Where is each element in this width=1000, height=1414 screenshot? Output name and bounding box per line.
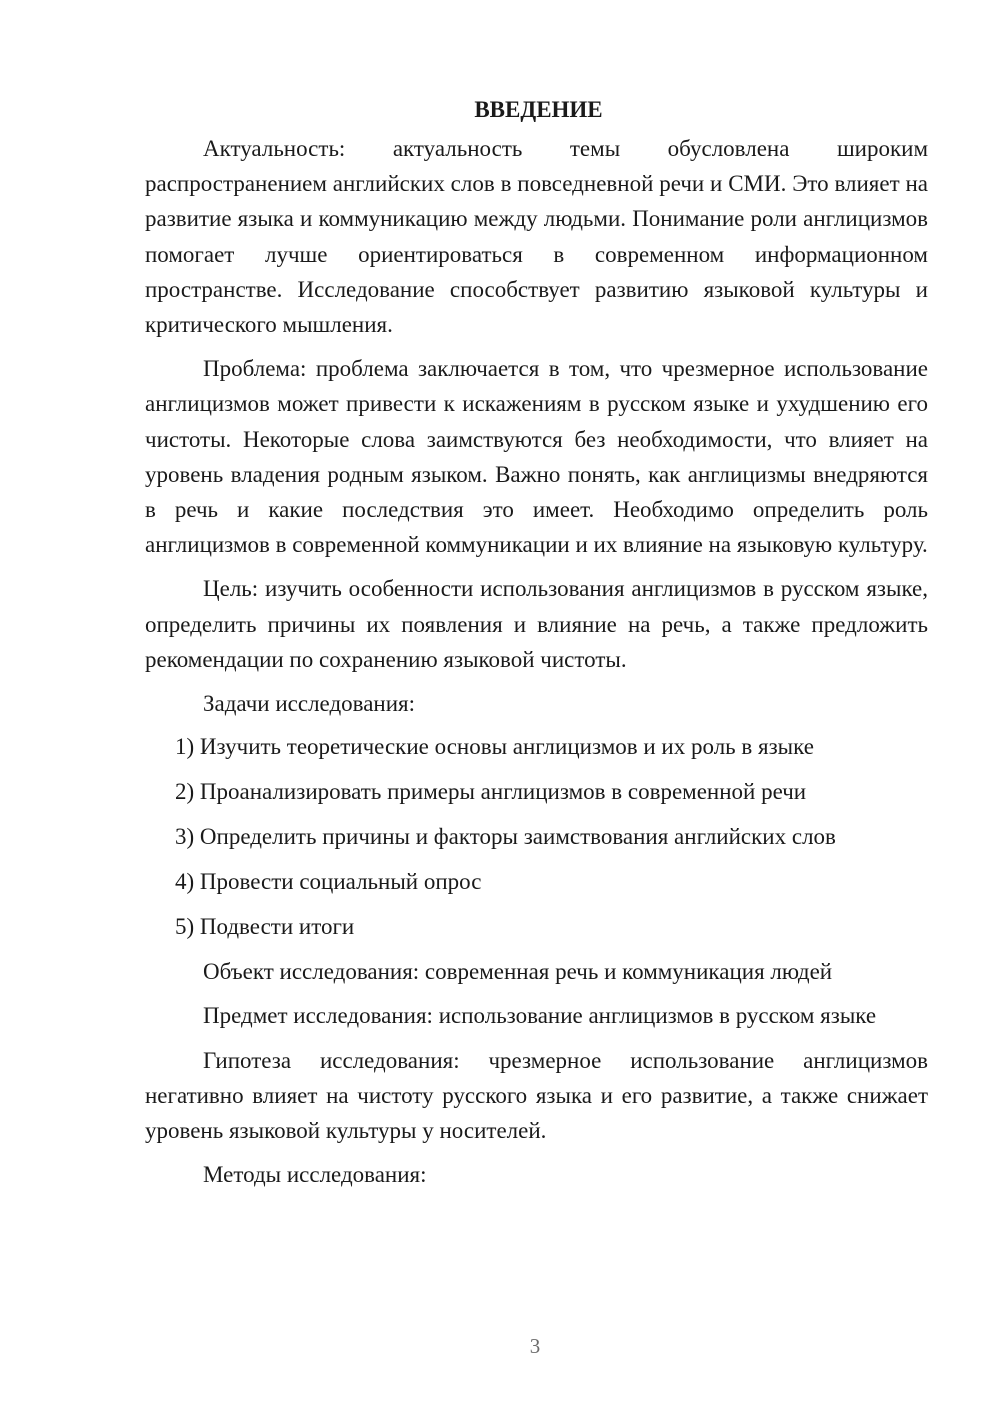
paragraph-hypothesis: Гипотеза исследования: чрезмерное использование англицизмов негативно влияет на чистоту русского языка и его развитие, а также снижает уровень языковой культуры у носителей. <box>145 1047 928 1144</box>
page-number: 3 <box>529 1334 541 1358</box>
paragraph-object: Объект исследования: современная речь и коммуникация людей <box>203 959 833 985</box>
document-page <box>145 95 928 1192</box>
paragraph-goal: Цель: изучить особенности использования англицизмов в русском языке, определить причины их появления и влияние на речь, а также предложить рекомендации по сохранению языковой чистоты. <box>145 576 928 672</box>
list-item: 4) Провести социальный опрос <box>175 869 482 895</box>
list-item: 5) Подвести итоги <box>175 914 355 940</box>
paragraph-problem: Проблема: проблема заключается в том, что чрезмерное использование англицизмов может привести к искажениям в русском языке и ухудшению его чистоты. Некоторые слова заимствуются без необходимости, что влияет на уровень владения родным языком. Важно понять, как англицизмы внедряются в речь и какие последствия это имеет. Необходимо определить роль англицизмов в современной коммуникации и их влияние на языковую культуру. <box>145 356 928 558</box>
tasks-heading: Задачи исследования: <box>203 691 416 717</box>
list-item: 2) Проанализировать примеры англицизмов в современной речи <box>175 779 807 805</box>
methods-heading: Методы исследования: <box>203 1162 427 1188</box>
list-item: 1) Изучить теоретические основы англицизмов и их роль в языке <box>175 734 814 760</box>
tasks-list <box>145 729 928 944</box>
list-item: 3) Определить причины и факторы заимствования английских слов <box>175 824 836 850</box>
paragraph-subject: Предмет исследования: использование англицизмов в русском языке <box>203 1003 877 1029</box>
paragraph-relevance: Актуальность: актуальность темы обусловлена широким распространением английских слов в повседневной речи и СМИ. Это влияет на развитие языка и коммуникацию между людьми. Понимание роли англицизмов помогает лучше ориентироваться в современном информационном пространстве. Исследование способствует развитию языковой культуры и критического мышления. <box>145 136 928 338</box>
page-title: ВВЕДЕНИЕ <box>474 97 603 122</box>
